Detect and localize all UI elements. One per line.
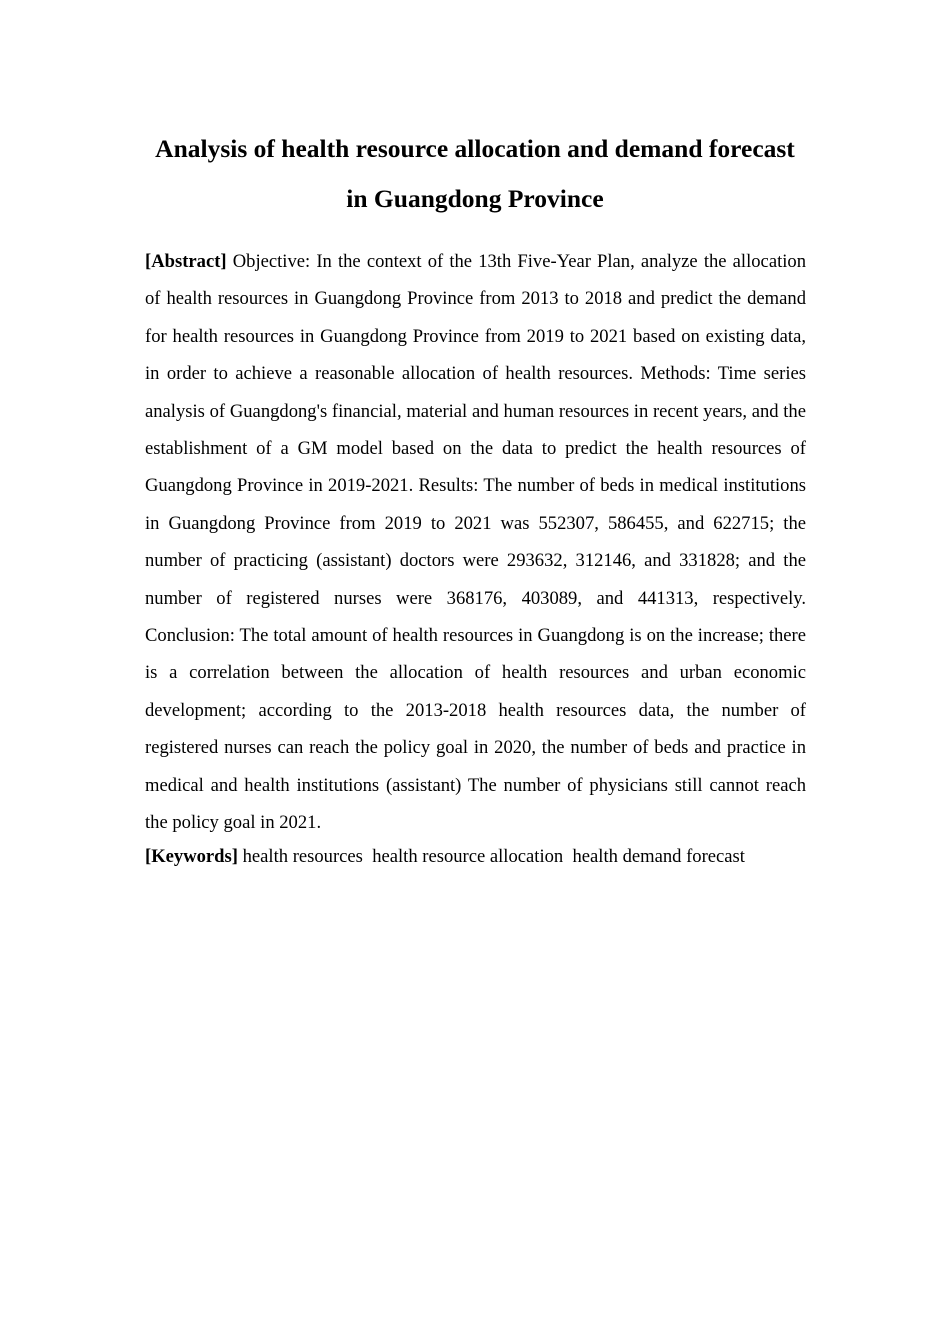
abstract-text: Objective: In the context of the 13th Five-Year Plan, analyze the allocation of health resources in Guangdong Province from 2013 to 2018 and predict the demand for health resources in Guangdong Province from 2019 to 2021 based on existing data, in order to achieve a reasonable allocation of health resources. Methods: Time series analysis of Guangdong's financial, material and human resources in recent years, and the establishment of a GM model based on the data to predict the health resources of Guangdong Province in 2019-2021. Results: The number of beds in medical institutions in Guangdong Province from 2019 to 2021 was 552307, 586455, and 622715; the number of practicing (assistant) doctors were 293632, 312146, and 331828; and the number of registered nurses were 368176, 403089, and 441313, respectively. Conclusion: The total amount of health resources in Guangdong is on the increase; there is a correlation between the allocation of health resources and urban economic development; according to the 2013-2018 health resources data, the number of registered nurses can reach the policy goal in 2020, the number of beds and practice in medical and health institutions (assistant) The number of physicians still cannot reach the policy goal in 2021. bbox=[145, 251, 806, 834]
paper-title bbox=[100, 124, 850, 224]
paper-title-line-1: Analysis of health resource allocation and demand forecast bbox=[155, 134, 795, 163]
paper-title-line-2: in Guangdong Province bbox=[346, 184, 604, 213]
keywords-paragraph bbox=[145, 840, 806, 874]
keywords-label: [Keywords] bbox=[145, 846, 238, 867]
abstract-label: [Abstract] bbox=[145, 251, 227, 272]
keywords-text: health resources health resource allocation health demand forecast bbox=[242, 846, 745, 867]
abstract-paragraph bbox=[145, 243, 806, 842]
